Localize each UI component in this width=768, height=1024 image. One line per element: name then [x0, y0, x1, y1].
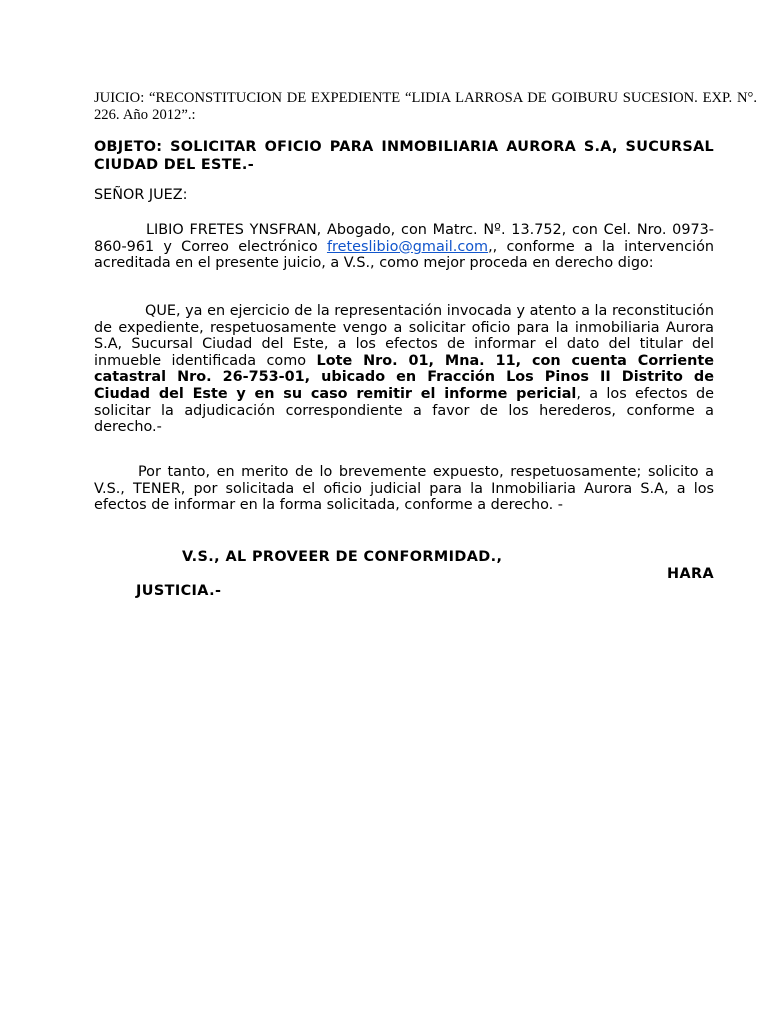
property-description: Lote Nro. 01, Mna. 11, con cuenta Corriente catastral Nro. 26-753-01, ubicado en Fracción Los Pinos II Distrito de Ciudad del Este y en su caso remitir el informe pericial	[94, 352, 714, 402]
closing-hara: HARA	[667, 566, 714, 582]
intro-text-continued: ,, conforme a la intervención acreditada en el presente juicio, a V.S., como mejor proceda en derecho digo:	[94, 238, 714, 272]
object-heading: OBJETO: SOLICITAR OFICIO PARA INMOBILIARIA AURORA S.A, SUCURSAL CIUDAD DEL ESTE.-	[94, 139, 714, 173]
case-heading: JUICIO: “RECONSTITUCION DE EXPEDIENTE “LIDIA LARROSA DE GOIBURU SUCESION. EXP. N°. 226. Año 2012”.:	[94, 90, 757, 123]
paragraph-request	[94, 303, 714, 436]
request-text-continued: , a los efectos de solicitar la adjudicación correspondiente a favor de los herederos, conforme a derecho.-	[94, 385, 714, 436]
closing-line: V.S., AL PROVEER DE CONFORMIDAD.,	[182, 549, 503, 565]
salutation: SEÑOR JUEZ:	[94, 187, 188, 203]
email-link[interactable]: freteslibio@gmail.com	[326, 238, 489, 255]
paragraph-introduction	[94, 222, 714, 272]
paragraph-petition: Por tanto, en merito de lo brevemente expuesto, respetuosamente; solicito a V.S., TENER, por solicitada el oficio judicial para la Inmobiliaria Aurora S.A, a los efectos de informar en la forma solicitada, conforme a derecho. -	[94, 464, 714, 514]
request-text: QUE, ya en ejercicio de la representación invocada y atento a la reconstitución de expediente, respetuosamente vengo a solicitar oficio para la inmobiliaria Aurora S.A, Sucursal Ciudad del Este, a los efectos de informar el dato del titular del inmueble identificada como	[94, 303, 714, 369]
closing-justicia: JUSTICIA.-	[136, 583, 222, 599]
intro-text: LIBIO FRETES YNSFRAN, Abogado, con Matrc. Nº. 13.752, con Cel. Nro. 0973-860-961 y Correo electrónico	[94, 222, 714, 255]
